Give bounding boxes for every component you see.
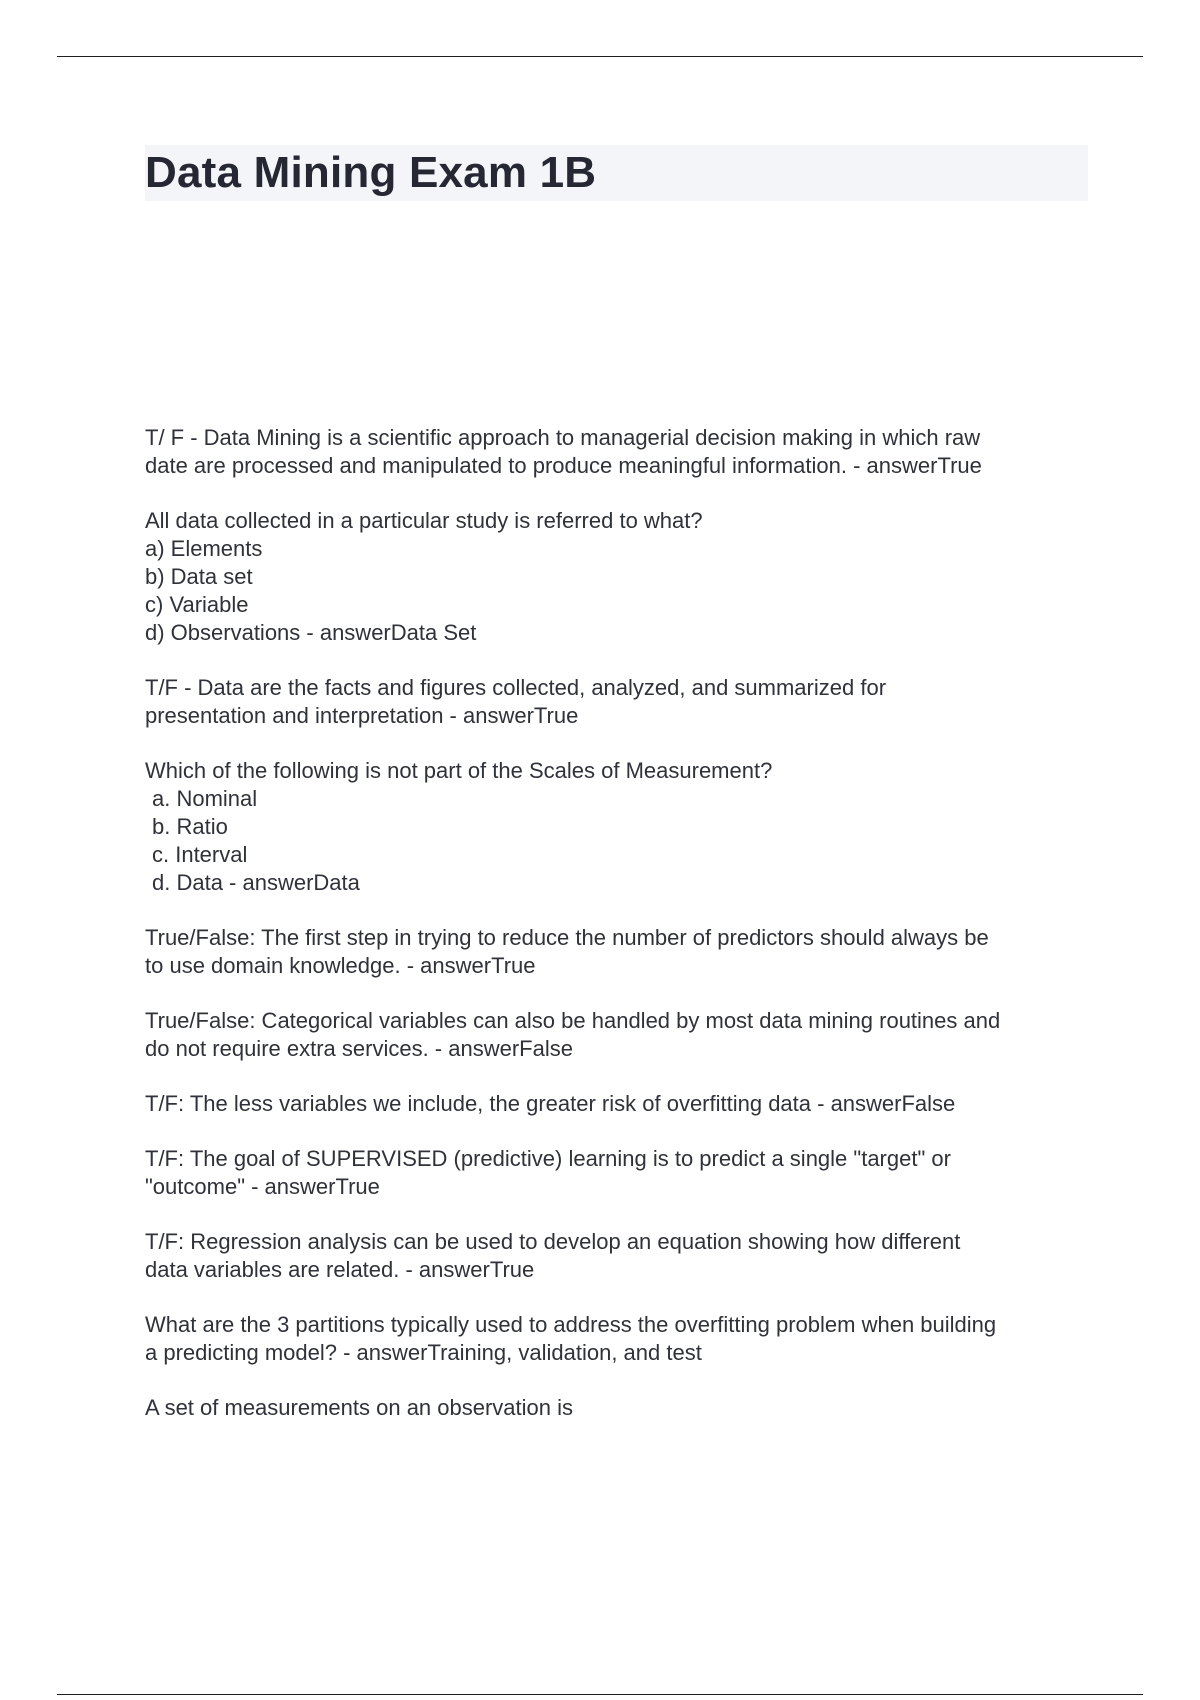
answer-option: a. Nominal <box>152 786 258 811</box>
question-text: All data collected in a particular study is referred to what? <box>145 508 703 533</box>
bottom-rule <box>57 1694 1143 1695</box>
answer-option: c) Variable <box>145 592 249 617</box>
question-text: data variables are related. - answerTrue <box>145 1257 535 1282</box>
page-title: Data Mining Exam 1B <box>145 148 597 197</box>
question-text: "outcome" - answerTrue <box>145 1174 380 1199</box>
question-item <box>145 507 1090 647</box>
question-text: True/False: Categorical variables can also be handled by most data mining routines and <box>145 1008 1001 1033</box>
question-item <box>145 1007 1090 1063</box>
question-text: T/F - Data are the facts and figures collected, analyzed, and summarized for <box>145 675 887 700</box>
question-text: date are processed and manipulated to produce meaningful information. - answerTrue <box>145 453 982 478</box>
question-text: a predicting model? - answerTraining, validation, and test <box>145 1340 702 1365</box>
question-text: T/ F - Data Mining is a scientific approach to managerial decision making in which raw <box>145 425 981 450</box>
answer-option: a) Elements <box>145 536 263 561</box>
question-list <box>145 424 1090 1449</box>
question-item <box>145 924 1090 980</box>
question-item <box>145 674 1090 730</box>
question-text: What are the 3 partitions typically used to address the overfitting problem when building <box>145 1312 997 1337</box>
question-text: to use domain knowledge. - answerTrue <box>145 953 536 978</box>
question-item <box>145 1145 1090 1201</box>
question-item <box>145 424 1090 480</box>
question-text: Which of the following is not part of the Scales of Measurement? <box>145 758 773 783</box>
question-item <box>145 757 1090 897</box>
answer-option: b) Data set <box>145 564 253 589</box>
question-text: T/F: The less variables we include, the greater risk of overfitting data - answerFalse <box>145 1091 956 1116</box>
question-item <box>145 1394 1090 1422</box>
question-text: do not require extra services. - answerFalse <box>145 1036 573 1061</box>
question-text: True/False: The first step in trying to reduce the number of predictors should always be <box>145 925 989 950</box>
question-text: T/F: The goal of SUPERVISED (predictive) learning is to predict a single "target" or <box>145 1146 951 1171</box>
answer-option: c. Interval <box>152 842 248 867</box>
question-text: presentation and interpretation - answerTrue <box>145 703 579 728</box>
question-text: T/F: Regression analysis can be used to develop an equation showing how different <box>145 1229 961 1254</box>
question-item <box>145 1090 1090 1118</box>
top-rule <box>57 56 1143 57</box>
question-item <box>145 1311 1090 1367</box>
answer-option: d. Data - answerData <box>152 870 360 895</box>
question-item <box>145 1228 1090 1284</box>
answer-option: b. Ratio <box>152 814 228 839</box>
question-text: A set of measurements on an observation is <box>145 1395 574 1420</box>
answer-option: d) Observations - answerData Set <box>145 620 477 645</box>
